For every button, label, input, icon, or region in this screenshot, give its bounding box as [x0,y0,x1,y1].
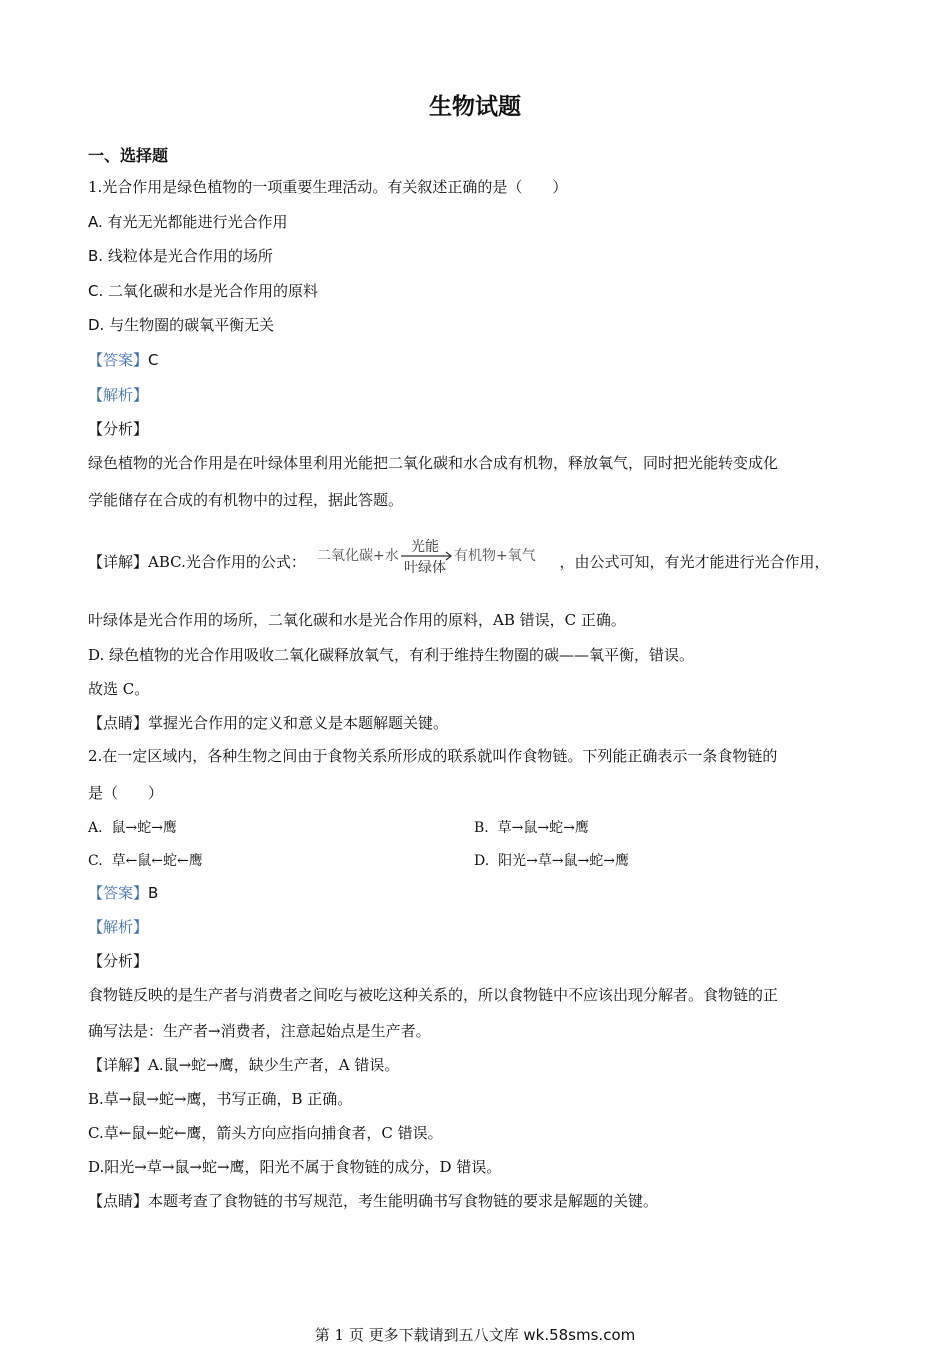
section-heading: 一、选择题 [88,146,169,165]
detail-label: 【详解】 [88,1056,149,1074]
option-letter: A. [88,820,103,836]
dianjing-text: 本题考查了食物链的书写规范，考生能明确书写食物链的要求是解题的关键。 [148,1192,659,1210]
detail-label: 【详解】 [88,553,149,571]
footer-url[interactable]: wk.58sms.com [523,1326,636,1344]
formula-products: 有机物+氧气 [453,548,536,564]
document-title: 生物试题 [429,94,521,120]
option-text: 线粒体是光合作用的场所 [107,247,273,265]
q2-stem-line-1: 2.在一定区域内，各种生物之间由于食物关系所形成的联系就叫作食物链。下列能正确表示一条食物链的 [88,747,778,765]
q1-fenxi-label: 【分析】 [88,420,149,438]
option-letter: B. [88,247,104,265]
dianjing-label: 【点睛】 [88,1192,149,1210]
option-letter: A. [88,213,103,231]
formula-condition-bottom: 叶绿体 [403,560,446,576]
option-letter: D. [474,853,490,869]
q2-detail-line-2: C.草←鼠←蛇←鹰，箭头方向应指向捕食者，C 错误。 [88,1124,443,1142]
option-letter: C. [88,282,104,300]
q2-option-c [88,850,203,870]
page-footer [0,1324,950,1345]
q2-option-b [474,817,589,837]
q1-option-c [88,281,318,301]
answer-value: B [148,884,159,902]
q1-detail-line-3: 故选 C。 [88,680,150,698]
option-letter: D. [88,316,105,334]
option-letter: C. [88,853,103,869]
q2-stem-line-2: 是（ ） [88,784,164,802]
q2-detail-first [88,1055,399,1075]
q1-answer [88,350,159,370]
photosynthesis-formula [317,533,549,579]
q1-detail-line-2: D. 绿色植物的光合作用吸收二氧化碳释放氧气，有利于维持生物圈的碳——氧平衡，错误。 [88,646,695,664]
q2-fenxi-line-1: 食物链反映的是生产者与消费者之间吃与被吃这种关系的，所以食物链中不应该出现分解者。食物链的正 [88,986,779,1004]
q2-answer [88,883,158,903]
option-text: 鼠→蛇→鹰 [111,820,177,836]
q2-fenxi-line-2: 确写法是：生产者→消费者，注意起始点是生产者。 [88,1022,431,1040]
q1-stem: 1.光合作用是绿色植物的一项重要生理活动。有关叙述正确的是（ ） [88,178,568,196]
q2-jiexi-label: 【解析】 [88,918,149,936]
q2-fenxi-label: 【分析】 [88,952,149,970]
detail-lead: ABC.光合作用的公式： [148,553,306,571]
detail-text: A.鼠→蛇→鹰，缺少生产者，A 错误。 [148,1056,400,1074]
q2-option-d [474,850,629,870]
detail-after: ，由公式可知，有光才能进行光合作用， [559,553,830,571]
formula-reactants: 二氧化碳+水 [316,548,399,564]
formula-condition-top: 光能 [410,539,439,555]
q2-option-a [88,817,177,837]
dianjing-label: 【点睛】 [88,714,149,732]
q1-fenxi-line-1: 绿色植物的光合作用是在叶绿体里利用光能把二氧化碳和水合成有机物，释放氧气，同时把光能转变成化 [88,454,779,472]
option-text: 二氧化碳和水是光合作用的原料 [108,282,319,300]
q1-option-b [88,246,273,266]
dianjing-text: 掌握光合作用的定义和意义是本题解题关键。 [148,714,449,732]
option-text: 阳光→草→鼠→蛇→鹰 [498,853,630,869]
q2-detail-line-3: D.阳光→草→鼠→蛇→鹰，阳光不属于食物链的成分，D 错误。 [88,1158,502,1176]
q2-detail-line-1: B.草→鼠→蛇→鹰，书写正确，B 正确。 [88,1090,353,1108]
q1-fenxi-line-2: 学能储存在合成的有机物中的过程，据此答题。 [88,491,404,509]
option-letter: B. [474,820,489,836]
option-text: 有光无光都能进行光合作用 [107,213,288,231]
answer-label: 【答案】 [88,884,149,902]
q1-option-d [88,315,274,335]
q1-option-a [88,212,288,232]
q1-detail-line-1: 叶绿体是光合作用的场所，二氧化碳和水是光合作用的原料，AB 错误，C 正确。 [88,611,626,629]
q1-detail-formula-line [88,539,830,579]
option-text: 草→鼠→蛇→鹰 [497,820,589,836]
option-text: 与生物圈的碳氧平衡无关 [109,316,275,334]
q1-jiexi-label: 【解析】 [88,386,149,404]
q1-dianjing [88,713,448,733]
option-text: 草←鼠←蛇←鹰 [111,853,203,869]
answer-label: 【答案】 [88,351,149,369]
q2-dianjing [88,1191,658,1211]
footer-text: 第 1 页 更多下载请到五八文库 [314,1326,524,1344]
answer-value: C [148,351,159,369]
